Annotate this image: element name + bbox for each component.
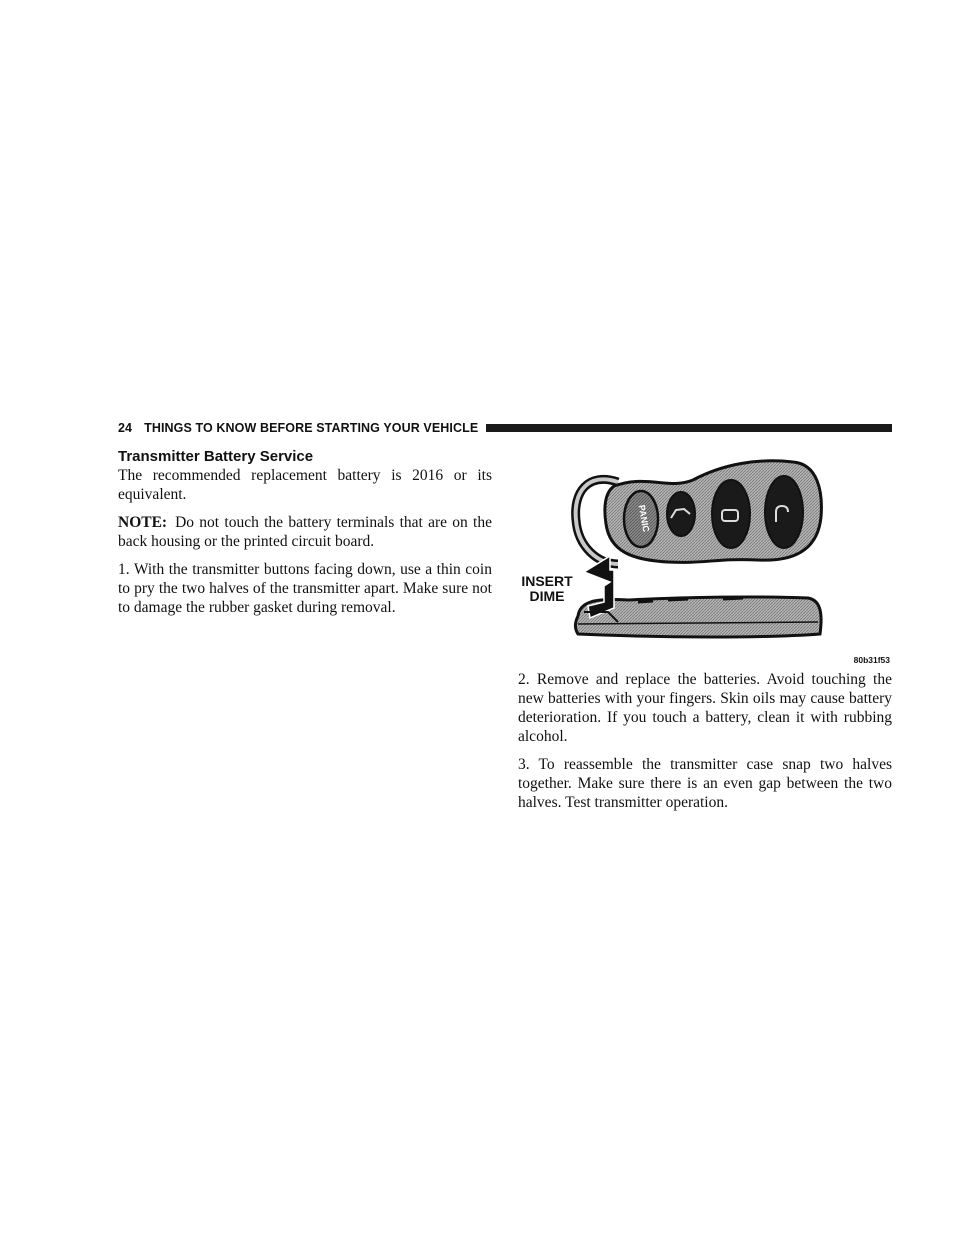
insert-dime-label (518, 574, 576, 604)
note-paragraph (118, 513, 492, 551)
header-rule (486, 424, 892, 432)
step-1-paragraph: 1. With the transmitter buttons facing down, use a thin coin to pry the two halves of the transmitter apart. Make sure not to damage the rubber gasket during removal. (118, 561, 492, 616)
key-fob-illustration (518, 452, 892, 667)
insert-arrow (584, 556, 614, 618)
step-2-paragraph: 2. Remove and replace the batteries. Avoid touching the new batteries with your fingers. Skin oils may cause battery deterioration. If you touch a battery, clean it with rubbing alcohol. (518, 671, 892, 745)
note-text: Do not touch the battery terminals that are on the back housing or the printed circuit board. (118, 514, 492, 550)
chapter-title: THINGS TO KNOW BEFORE STARTING YOUR VEHICLE (144, 421, 479, 435)
left-column (118, 448, 492, 626)
intro-paragraph: The recommended replacement battery is 2016 or its equivalent. (118, 467, 492, 503)
page-number: 24 (118, 421, 133, 435)
right-column (518, 670, 892, 821)
insert-dime-label-line2: DIME (529, 588, 565, 604)
step-3-paragraph: 3. To reassemble the transmitter case snap two halves together. Make sure there is an even gap between the two halves. Test transmitter operation. (518, 756, 892, 811)
unlock-button (765, 476, 803, 548)
insert-dime-label-line1: INSERT (521, 573, 573, 589)
note-label: NOTE: (118, 514, 168, 531)
transmitter-figure (518, 452, 892, 667)
panic-button-label: PANIC (636, 504, 652, 533)
figure-code: 80b31f53 (853, 655, 890, 665)
trunk-button (667, 492, 695, 536)
lock-button (712, 480, 750, 548)
panic-button (624, 491, 658, 547)
page-header (118, 420, 892, 436)
section-heading: Transmitter Battery Service (118, 448, 314, 465)
